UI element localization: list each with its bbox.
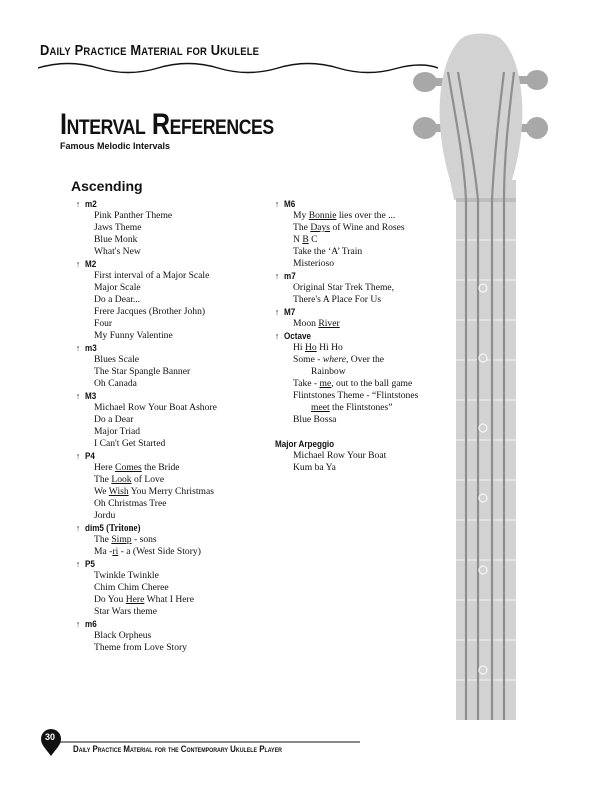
interval-name: M2 [85, 259, 97, 269]
list-item: Flintstones Theme - “Flintstones [293, 390, 419, 401]
header-wave-divider [38, 60, 438, 76]
list-item: Jaws Theme [94, 222, 142, 233]
fret-marker-icon [479, 424, 487, 432]
list-item [76, 594, 266, 606]
item-text: the Bride [141, 462, 180, 473]
item-text: Do You [94, 594, 126, 605]
list-item: What's New [94, 246, 141, 257]
list-item: Oh Christmas Tree [94, 498, 167, 509]
list-item: Chim Chim Cheree [94, 582, 169, 593]
list-item: There's A Place For Us [293, 294, 382, 305]
page-title: Interval References [60, 108, 274, 141]
list-item [76, 546, 266, 558]
up-arrow-icon: ↑ [76, 619, 81, 629]
right-column [275, 198, 455, 474]
running-footer: Daily Practice Material for the Contemporary Ukulele Player [73, 744, 282, 754]
item-text: , out to the ball game [331, 378, 413, 389]
item-text: , Over the [345, 354, 385, 365]
list-item: Major Triad [94, 426, 141, 437]
section-title-ascending: Ascending [71, 178, 143, 194]
item-text: Take - [293, 378, 320, 389]
interval-name: m2 [85, 199, 97, 209]
up-arrow-icon: ↑ [76, 559, 81, 569]
arpeggio-label [275, 438, 437, 450]
interval-label [275, 306, 437, 318]
fret-marker-icon [479, 666, 487, 674]
underlined-syllable: River [318, 318, 340, 329]
up-arrow-icon: ↑ [76, 259, 81, 269]
list-item: Do a Dear... [94, 294, 141, 305]
up-arrow-icon: ↑ [275, 331, 280, 341]
list-item [275, 222, 455, 234]
list-item [275, 378, 455, 390]
item-text: - a (West Side Story) [118, 546, 201, 557]
item-text: - sons [131, 534, 157, 545]
underlined-syllable: Comes [115, 462, 142, 473]
list-item: I Can't Get Started [94, 438, 166, 449]
underlined-syllable: Days [310, 222, 331, 233]
list-item: Frere Jacques (Brother John) [94, 306, 206, 317]
underlined-syllable: Wish [108, 486, 129, 497]
list-item: Oh Canada [94, 378, 137, 389]
interval-extra: (Tritone) [106, 523, 141, 534]
underlined-syllable: meet [311, 402, 330, 413]
item-text: the Flintstones” [329, 402, 393, 413]
underlined-syllable: me [319, 378, 332, 389]
list-item: Black Orpheus [94, 630, 152, 641]
arpeggio-title: Major Arpeggio [275, 439, 335, 449]
list-item: Twinkle Twinkle [94, 570, 159, 581]
item-text: My [293, 210, 309, 221]
up-arrow-icon: ↑ [76, 391, 81, 401]
item-text: What I Here [144, 594, 195, 605]
underlined-syllable: Ho [305, 342, 317, 353]
interval-name: m7 [284, 271, 296, 281]
list-item: Take the ‘A’ Train [293, 246, 363, 257]
list-item [275, 402, 455, 414]
item-text: Moon [293, 318, 319, 329]
fret-marker-icon [479, 354, 487, 362]
interval-name: P5 [85, 559, 95, 569]
item-text: Some - [293, 354, 323, 365]
up-arrow-icon: ↑ [275, 271, 280, 281]
interval-label [275, 270, 437, 282]
underlined-syllable: Look [111, 474, 132, 485]
running-header: Daily Practice Material for Ukulele [40, 42, 260, 59]
list-item [76, 486, 266, 498]
list-item: Star Wars theme [94, 606, 157, 617]
list-item: First interval of a Major Scale [94, 270, 210, 281]
underlined-syllable: Here [125, 594, 145, 605]
up-arrow-icon: ↑ [76, 199, 81, 209]
item-text: The [94, 534, 112, 545]
list-item [76, 462, 266, 474]
interval-name: m6 [85, 619, 97, 629]
interval-label [275, 198, 437, 210]
up-arrow-icon: ↑ [76, 451, 81, 461]
fret-marker-icon [479, 284, 487, 292]
list-item: Four [94, 318, 113, 329]
underlined-syllable: B [302, 234, 309, 245]
list-item: Jordu [94, 510, 116, 521]
list-item: Pink Panther Theme [94, 210, 173, 221]
up-arrow-icon: ↑ [76, 523, 81, 533]
underlined-syllable: Simp [111, 534, 132, 545]
interval-name: m3 [85, 343, 97, 353]
list-item: Major Scale [94, 282, 141, 293]
interval-name: M7 [284, 307, 296, 317]
item-text: Hi Ho [316, 342, 343, 353]
list-item [275, 234, 455, 246]
up-arrow-icon: ↑ [275, 199, 280, 209]
fret-marker-icon [479, 494, 487, 502]
left-column [76, 198, 266, 654]
interval-label [275, 330, 437, 342]
list-item [76, 534, 266, 546]
item-text: We [94, 486, 109, 497]
list-item [275, 342, 455, 354]
list-item: Michael Row Your Boat Ashore [94, 402, 217, 413]
list-item: The Star Spangle Banner [94, 366, 191, 377]
item-text: C [308, 234, 318, 245]
list-item: Misterioso [293, 258, 335, 269]
page-subtitle: Famous Melodic Intervals [60, 141, 171, 151]
list-item: Theme from Love Story [94, 642, 187, 653]
interval-label [76, 618, 247, 630]
interval-name: Octave [284, 331, 312, 341]
list-item: Do a Dear [94, 414, 134, 425]
interval-label [76, 522, 247, 534]
underlined-syllable: Bonnie [308, 210, 337, 221]
fret-marker-icon [479, 566, 487, 574]
list-item [76, 474, 266, 486]
italic-syllable: where [322, 354, 346, 365]
interval-name: M6 [284, 199, 296, 209]
list-item [275, 210, 455, 222]
list-item [275, 366, 455, 378]
interval-label [76, 258, 247, 270]
item-text: Rainbow [311, 366, 346, 377]
item-text: Here [94, 462, 116, 473]
list-item [275, 318, 455, 330]
item-text: lies over the ... [336, 210, 396, 221]
item-text: You Merry Christmas [128, 486, 214, 497]
underlined-syllable: ri [112, 546, 119, 557]
interval-name: dim5 [85, 523, 104, 533]
item-text: Ma - [94, 546, 113, 557]
interval-name: M3 [85, 391, 97, 401]
list-item: My Funny Valentine [94, 330, 173, 341]
list-item: Blue Bossa [293, 414, 337, 425]
list-item [275, 354, 455, 366]
list-item: Original Star Trek Theme, [293, 282, 395, 293]
item-text: Hi [293, 342, 305, 353]
interval-label [76, 198, 247, 210]
item-text: of Wine and Roses [330, 222, 405, 233]
spacer [275, 426, 455, 438]
item-text: N [293, 234, 303, 245]
interval-label [76, 342, 247, 354]
item-text: of Love [131, 474, 165, 485]
list-item: Blue Monk [94, 234, 138, 245]
list-item: Blues Scale [94, 354, 140, 365]
item-text: The [94, 474, 112, 485]
interval-label [76, 450, 247, 462]
interval-label [76, 390, 247, 402]
interval-name: P4 [85, 451, 95, 461]
interval-label [76, 558, 247, 570]
up-arrow-icon: ↑ [76, 343, 81, 353]
up-arrow-icon: ↑ [275, 307, 280, 317]
item-text: The [293, 222, 311, 233]
list-item: Kum ba Ya [293, 462, 336, 473]
page-number: 30 [44, 732, 55, 742]
list-item: Michael Row Your Boat [293, 450, 387, 461]
